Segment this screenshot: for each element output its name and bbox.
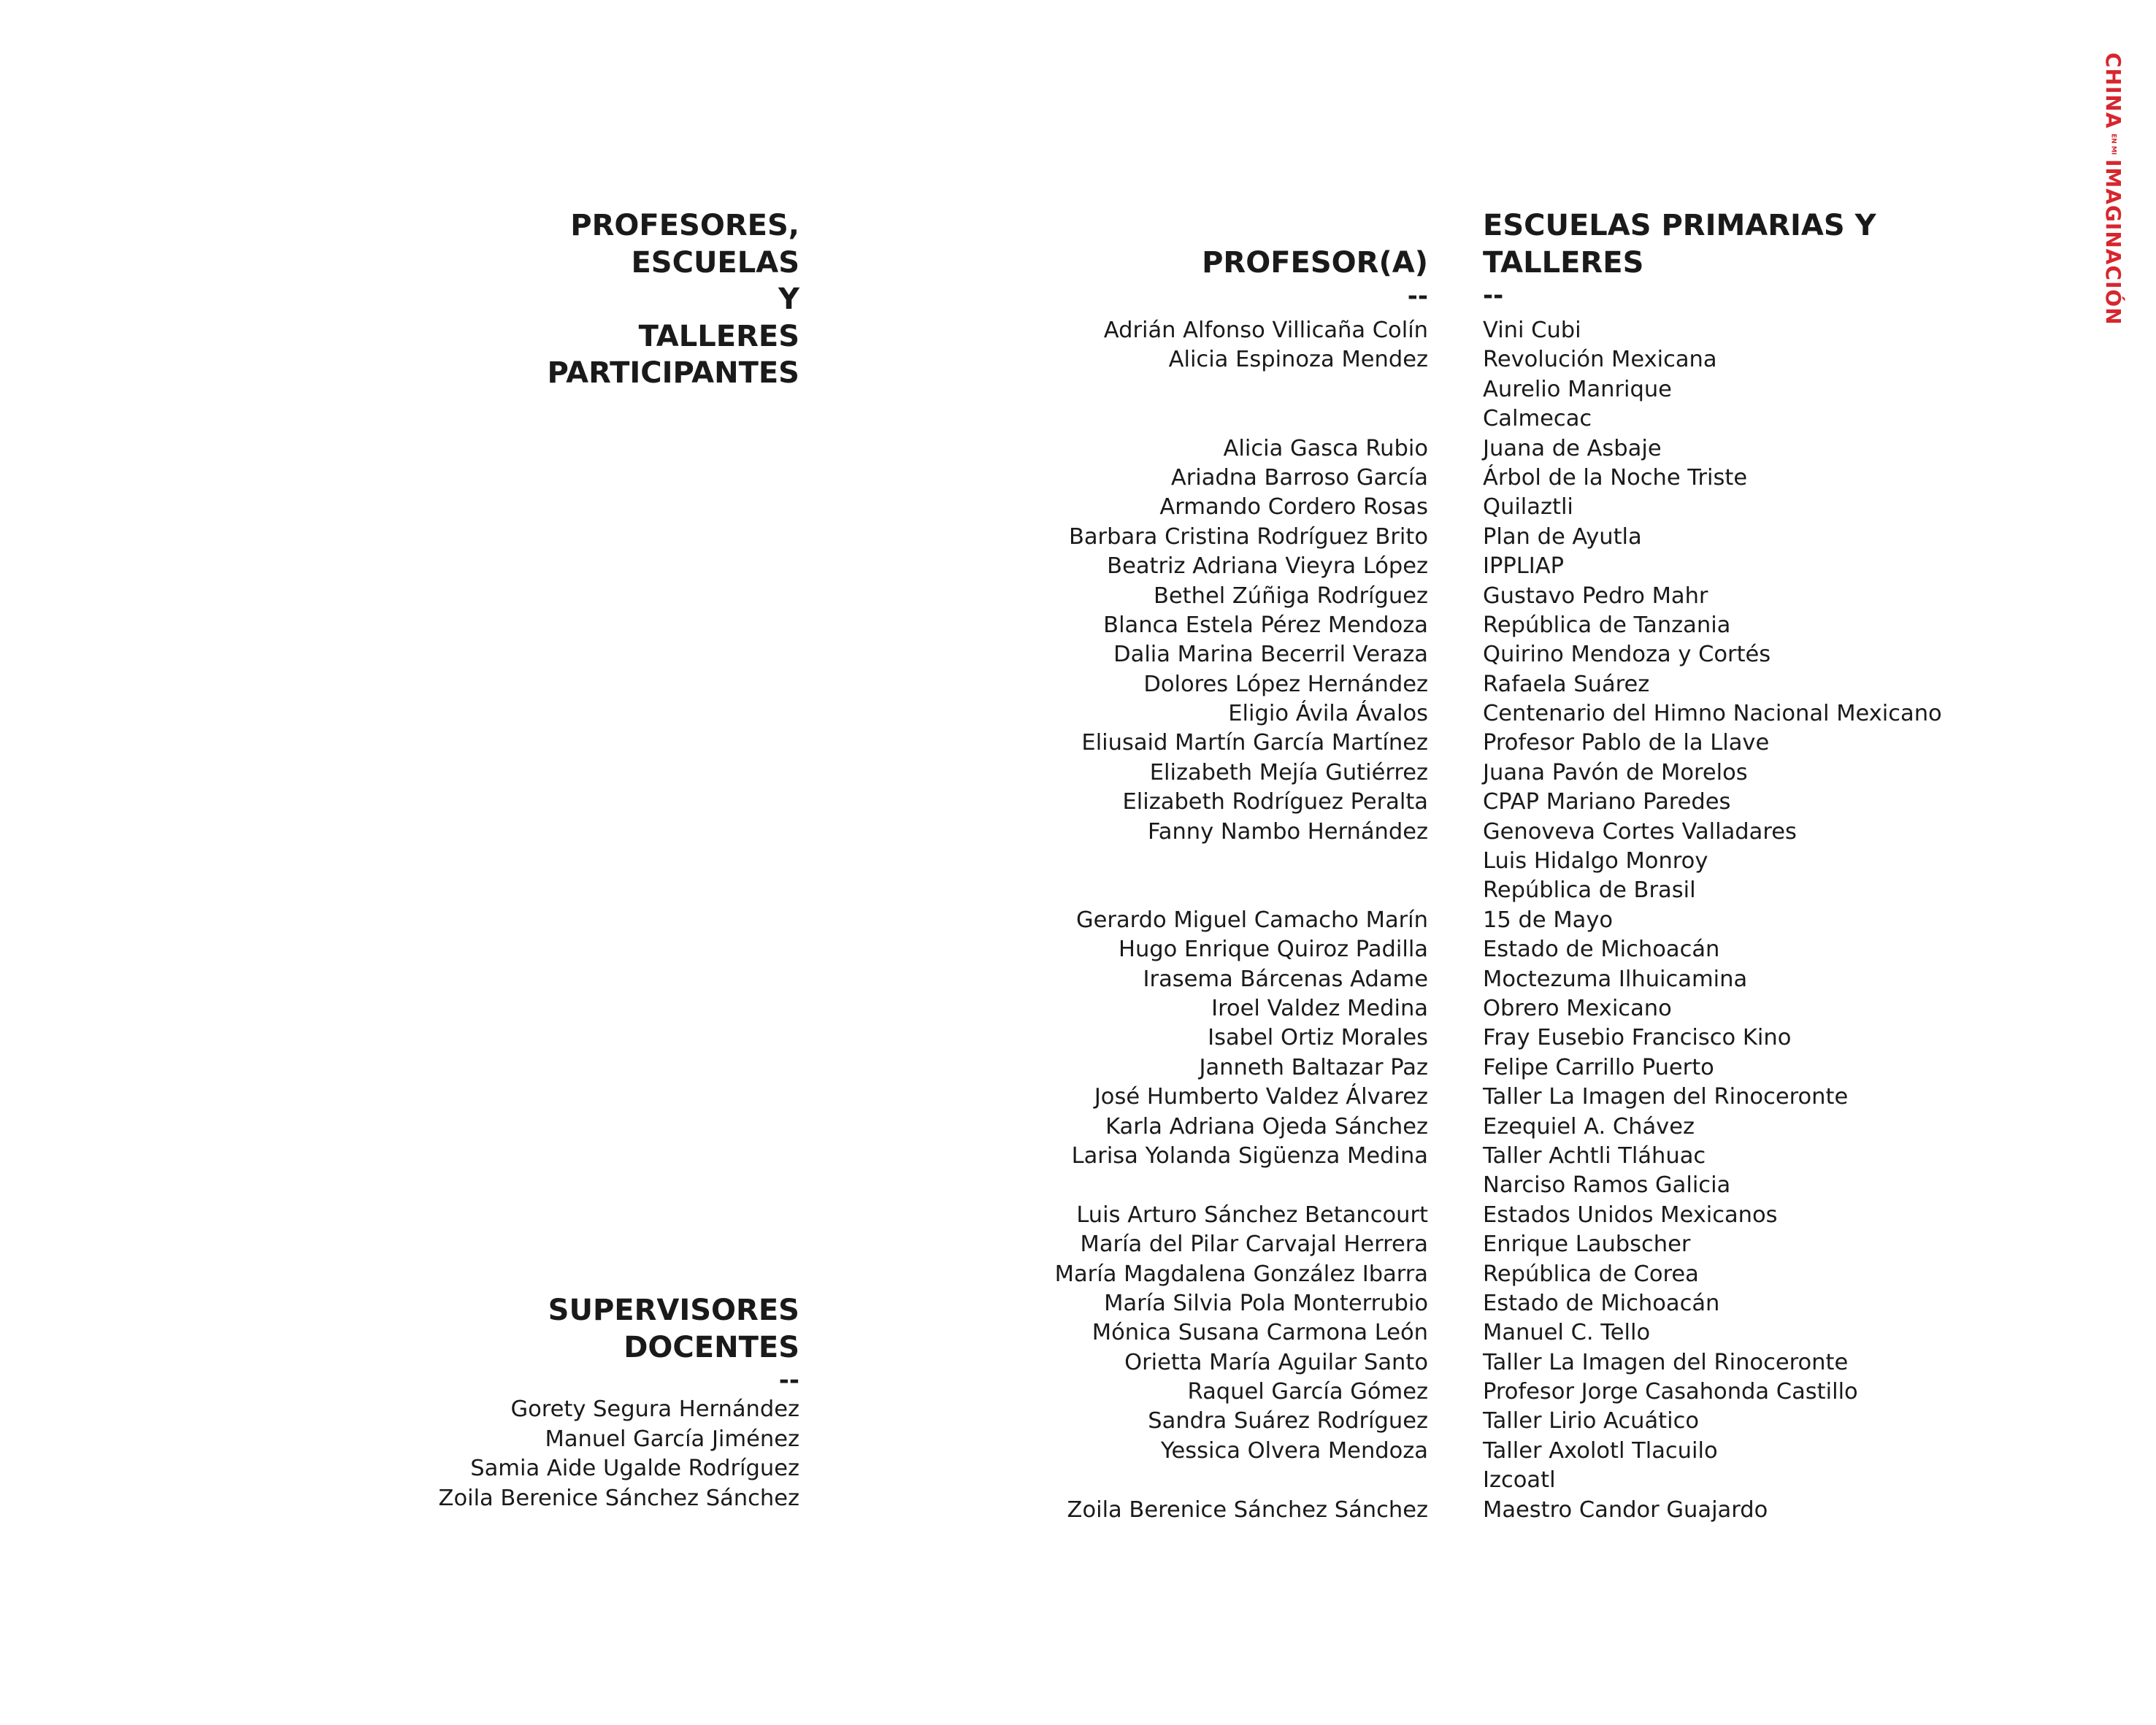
teacher-name: Raquel García Gómez [1187,1379,1428,1405]
school-name: Narciso Ramos Galicia [1483,1172,1731,1199]
teacher-name: Fanny Nambo Hernández [1148,818,1428,845]
school-name: Vini Cubi [1483,318,1581,343]
teachers-divider: -- [1407,281,1428,311]
participants-heading-line: TALLERES [638,319,799,353]
teacher-name: Alicia Gasca Rubio [1223,435,1428,461]
supervisor-name: Manuel García Jiménez [545,1426,799,1452]
teacher-name: Isabel Ortiz Morales [1208,1025,1428,1051]
supervisor-name: Samia Aide Ugalde Rodríguez [470,1456,799,1482]
teacher-name: Barbara Cristina Rodríguez Brito [1068,523,1428,550]
teacher-name: Mónica Susana Carmona León [1092,1320,1428,1346]
teacher-name: Ariadna Barroso García [1170,464,1428,491]
teacher-name [986,404,1428,434]
school-name: Taller La Imagen del Rinoceronte [1483,1349,1849,1375]
school-name: Plan de Ayutla [1483,523,1642,550]
teacher-name: Alicia Espinoza Mendez [1168,347,1428,373]
teacher-name [986,1466,1428,1495]
teacher-name: Janneth Baltazar Paz [1199,1054,1428,1080]
teacher-name: Gerardo Miguel Camacho Marín [1076,907,1428,933]
school-name: Taller Lirio Acuático [1483,1408,1700,1434]
teacher-name: Dolores López Hernández [1143,671,1428,697]
participants-heading-line: PARTICIPANTES [547,356,799,390]
teacher-name: Adrián Alfonso Villicaña Colín [1103,318,1428,343]
school-name: Taller Achtli Tláhuac [1483,1142,1706,1169]
school-name: Quilaztli [1483,494,1573,520]
teachers-list [986,316,1428,1525]
school-name: Gustavo Pedro Mahr [1483,583,1708,609]
school-name: Profesor Pablo de la Llave [1483,730,1770,756]
supervisors-section [365,1292,799,1513]
participants-heading-line: Y [778,283,799,316]
teacher-name: Zoila Berenice Sánchez Sánchez [1067,1497,1428,1523]
school-name: IPPLIAP [1483,553,1565,580]
supervisors-heading-line: SUPERVISORES [548,1294,799,1327]
school-name: Taller La Imagen del Rinoceronte [1483,1084,1849,1110]
school-name: República de Corea [1483,1261,1699,1287]
school-name: Maestro Candor Guajardo [1483,1497,1768,1523]
school-name: Manuel C. Tello [1483,1320,1651,1346]
teacher-name: Armando Cordero Rosas [1159,494,1428,520]
teacher-name: Sandra Suárez Rodríguez [1148,1408,1428,1434]
schools-heading-line: ESCUELAS PRIMARIAS Y [1483,209,1876,242]
school-name: 15 de Mayo [1483,907,1614,933]
teacher-name [986,1171,1428,1200]
school-name: Moctezuma Ilhuicamina [1483,966,1748,992]
schools-divider: -- [1483,281,1504,310]
school-name: Fray Eusebio Francisco Kino [1483,1025,1792,1051]
participants-heading-line: PROFESORES, [570,209,799,242]
teacher-name: Hugo Enrique Quiroz Padilla [1119,937,1428,963]
teacher-name [986,847,1428,876]
school-name: República de Brasil [1483,877,1696,904]
teacher-name: Iroel Valdez Medina [1211,995,1428,1021]
school-name: Estados Unidos Mexicanos [1483,1202,1778,1228]
school-name: Juana de Asbaje [1483,435,1662,461]
schools-header [1483,207,1994,310]
school-name: Izcoatl [1483,1467,1556,1494]
teacher-name: María del Pilar Carvajal Herrera [1080,1232,1428,1258]
brand-connector: EN MI [2109,133,2117,155]
school-name: Estado de Michoacán [1483,937,1720,963]
teacher-name: Karla Adriana Ojeda Sánchez [1105,1113,1428,1140]
teacher-name: Larisa Yolanda Sigüenza Medina [1071,1142,1428,1169]
school-name: Taller Axolotl Tlacuilo [1483,1437,1718,1464]
teacher-name: Yessica Olvera Mendoza [1160,1437,1428,1464]
school-name: República de Tanzania [1483,612,1731,638]
school-name: Juana Pavón de Morelos [1483,759,1748,785]
teacher-name: Irasema Bárcenas Adame [1143,966,1428,992]
teacher-name: Eligio Ávila Ávalos [1228,701,1428,727]
school-name: Ezequiel A. Chávez [1483,1113,1695,1140]
school-name: Luis Hidalgo Monroy [1483,848,1708,875]
teacher-name: Dalia Marina Becerril Veraza [1113,642,1428,668]
school-name: Calmecac [1483,406,1592,432]
teacher-name: Beatriz Adriana Vieyra López [1107,553,1428,580]
teacher-name [986,876,1428,905]
teacher-name [986,375,1428,404]
schools-heading-line: TALLERES [1483,245,1644,280]
supervisors-list [365,1395,799,1513]
school-name: Estado de Michoacán [1483,1290,1720,1316]
school-name: Enrique Laubscher [1483,1232,1691,1258]
participants-heading-line: ESCUELAS [631,245,799,280]
teacher-name: Elizabeth Rodríguez Peralta [1122,789,1428,815]
teacher-name: Blanca Estela Pérez Mendoza [1103,612,1428,638]
teacher-name: Bethel Zúñiga Rodríguez [1153,583,1428,609]
teacher-name: Luis Arturo Sánchez Betancourt [1076,1202,1428,1228]
teachers-header [986,245,1428,311]
teacher-name: María Silvia Pola Monterrubio [1104,1290,1428,1316]
school-name: Rafaela Suárez [1483,671,1650,697]
brand-logo [2101,53,2125,325]
school-name: Profesor Jorge Casahonda Castillo [1483,1379,1858,1405]
school-name: Obrero Mexicano [1483,995,1672,1021]
brand-main: CHINA [2101,53,2125,129]
school-name: Quirino Mendoza y Cortés [1483,642,1771,668]
brand-sub: IMAGINACIÓN [2101,158,2125,326]
supervisor-name: Gorety Segura Hernández [510,1396,799,1423]
school-name: CPAP Mariano Paredes [1483,789,1731,815]
supervisors-heading-line: DOCENTES [624,1330,799,1364]
school-name: Revolución Mexicana [1483,347,1717,373]
school-name: Felipe Carrillo Puerto [1483,1054,1714,1080]
school-name: Centenario del Himno Nacional Mexicano [1483,701,1942,727]
participants-heading [438,207,799,392]
teacher-name: José Humberto Valdez Álvarez [1094,1084,1428,1110]
teachers-heading: PROFESOR(A) [1202,246,1428,280]
schools-list [1483,316,2067,1525]
teacher-name: Eliusaid Martín García Martínez [1081,730,1428,756]
teacher-name: Orietta María Aguilar Santo [1124,1349,1428,1375]
school-name: Aurelio Manrique [1483,376,1672,402]
teacher-name: Elizabeth Mejía Gutiérrez [1149,759,1428,785]
supervisor-name: Zoila Berenice Sánchez Sánchez [438,1485,799,1511]
supervisors-divider: -- [778,1366,799,1395]
school-name: Genoveva Cortes Valladares [1483,818,1797,845]
school-name: Árbol de la Noche Triste [1483,464,1748,491]
teacher-name: María Magdalena González Ibarra [1054,1261,1428,1287]
